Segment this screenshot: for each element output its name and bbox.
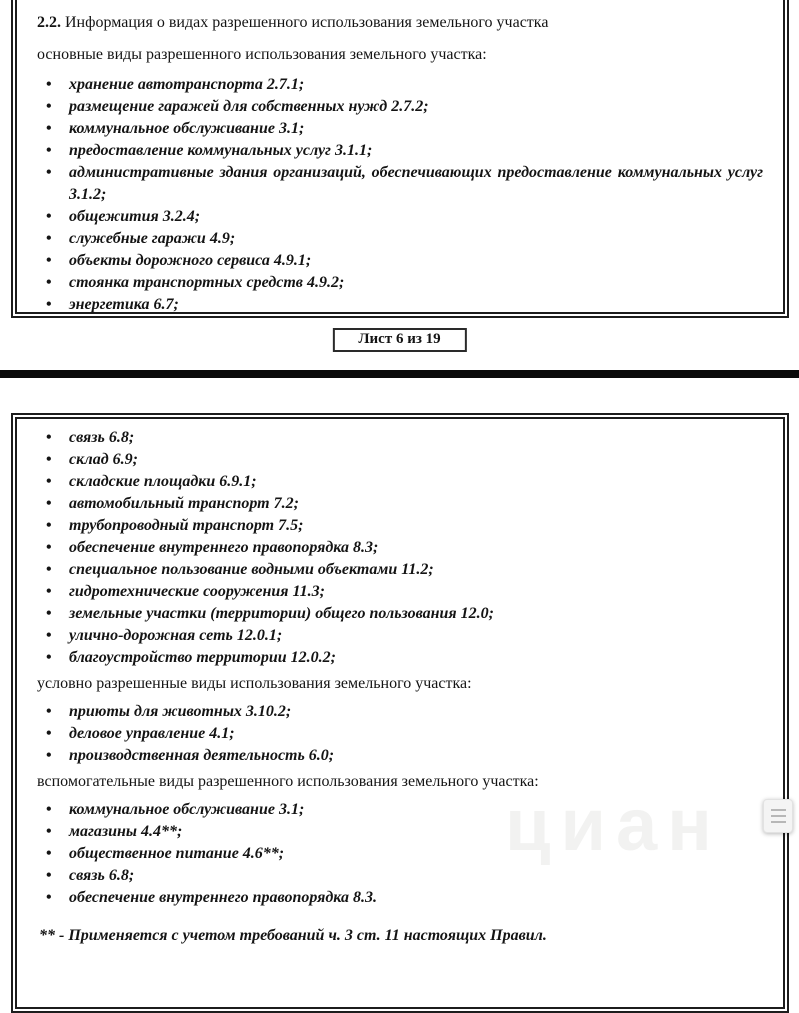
list-item: • склад 6.9; (37, 449, 763, 471)
section-title: Информация о видах разрешенного использования земельного участка (61, 14, 549, 31)
notes-widget[interactable] (763, 799, 793, 833)
conditional-uses-heading: условно разрешенные виды использования земельного участка: (37, 675, 472, 692)
list-item: • магазины 4.4**; (37, 821, 763, 843)
list-item: • размещение гаражей для собственных нужд 2.7.2; (37, 96, 763, 118)
list-item: • благоустройство территории 12.0.2; (37, 647, 763, 669)
list-item: • энергетика 6.7; (37, 294, 763, 316)
list-item: • улично-дорожная сеть 12.0.1; (37, 625, 763, 647)
list-item: • хранение автотранспорта 2.7.1; (37, 74, 763, 96)
list-item: • объекты дорожного сервиса 4.9.1; (37, 250, 763, 272)
list-item: • коммунальное обслуживание 3.1; (37, 799, 763, 821)
list-item: • складские площадки 6.9.1; (37, 471, 763, 493)
list-item: • общественное питание 4.6**; (37, 843, 763, 865)
list-item: • гидротехнические сооружения 11.3; (37, 581, 763, 603)
section-heading (37, 12, 763, 34)
page-break-divider (0, 370, 799, 378)
list-item: • производственная деятельность 6.0; (37, 745, 763, 767)
main-uses-list-continued (37, 427, 763, 669)
list-item: • трубопроводный транспорт 7.5; (37, 515, 763, 537)
list-item: • специальное пользование водными объектами 11.2; (37, 559, 763, 581)
list-item: • служебные гаражи 4.9; (37, 228, 763, 250)
section-number: 2.2. (37, 14, 61, 31)
list-item: • предоставление коммунальных услуг 3.1.1; (37, 140, 763, 162)
auxiliary-uses-heading: вспомогательные виды разрешенного использования земельного участка: (37, 773, 539, 790)
list-item: • приюты для животных 3.10.2; (37, 701, 763, 723)
list-item: • автомобильный транспорт 7.2; (37, 493, 763, 515)
section-permitted-uses-page1 (11, 0, 789, 318)
list-item: • обеспечение внутреннего правопорядка 8.3. (37, 887, 763, 909)
sheet-number-label: Лист 6 из 19 (358, 331, 441, 347)
list-item: • коммунальное обслуживание 3.1; (37, 118, 763, 140)
main-uses-subheading: основные виды разрешенного использования земельного участка: (37, 46, 487, 63)
section-permitted-uses-page2 (11, 413, 789, 1013)
list-item: • стоянка транспортных средств 4.9.2; (37, 272, 763, 294)
conditional-uses-list (37, 701, 763, 767)
hamburger-icon (771, 809, 786, 811)
list-item: • обеспечение внутреннего правопорядка 8.3; (37, 537, 763, 559)
auxiliary-uses-list (37, 799, 763, 909)
list-item: • земельные участки (территории) общего пользования 12.0; (37, 603, 763, 625)
sheet-number-box (332, 328, 466, 352)
list-item: • связь 6.8; (37, 427, 763, 449)
list-item: • деловое управление 4.1; (37, 723, 763, 745)
list-item: • общежития 3.2.4; (37, 206, 763, 228)
main-uses-list (37, 74, 763, 316)
list-item: • связь 6.8; (37, 865, 763, 887)
footnote: ** - Применяется с учетом требований ч. 3 ст. 11 настоящих Правил. (39, 927, 547, 944)
list-item: • административные здания организаций, обеспечивающих предоставление коммунальных услуг 3.1.2; (37, 162, 763, 206)
